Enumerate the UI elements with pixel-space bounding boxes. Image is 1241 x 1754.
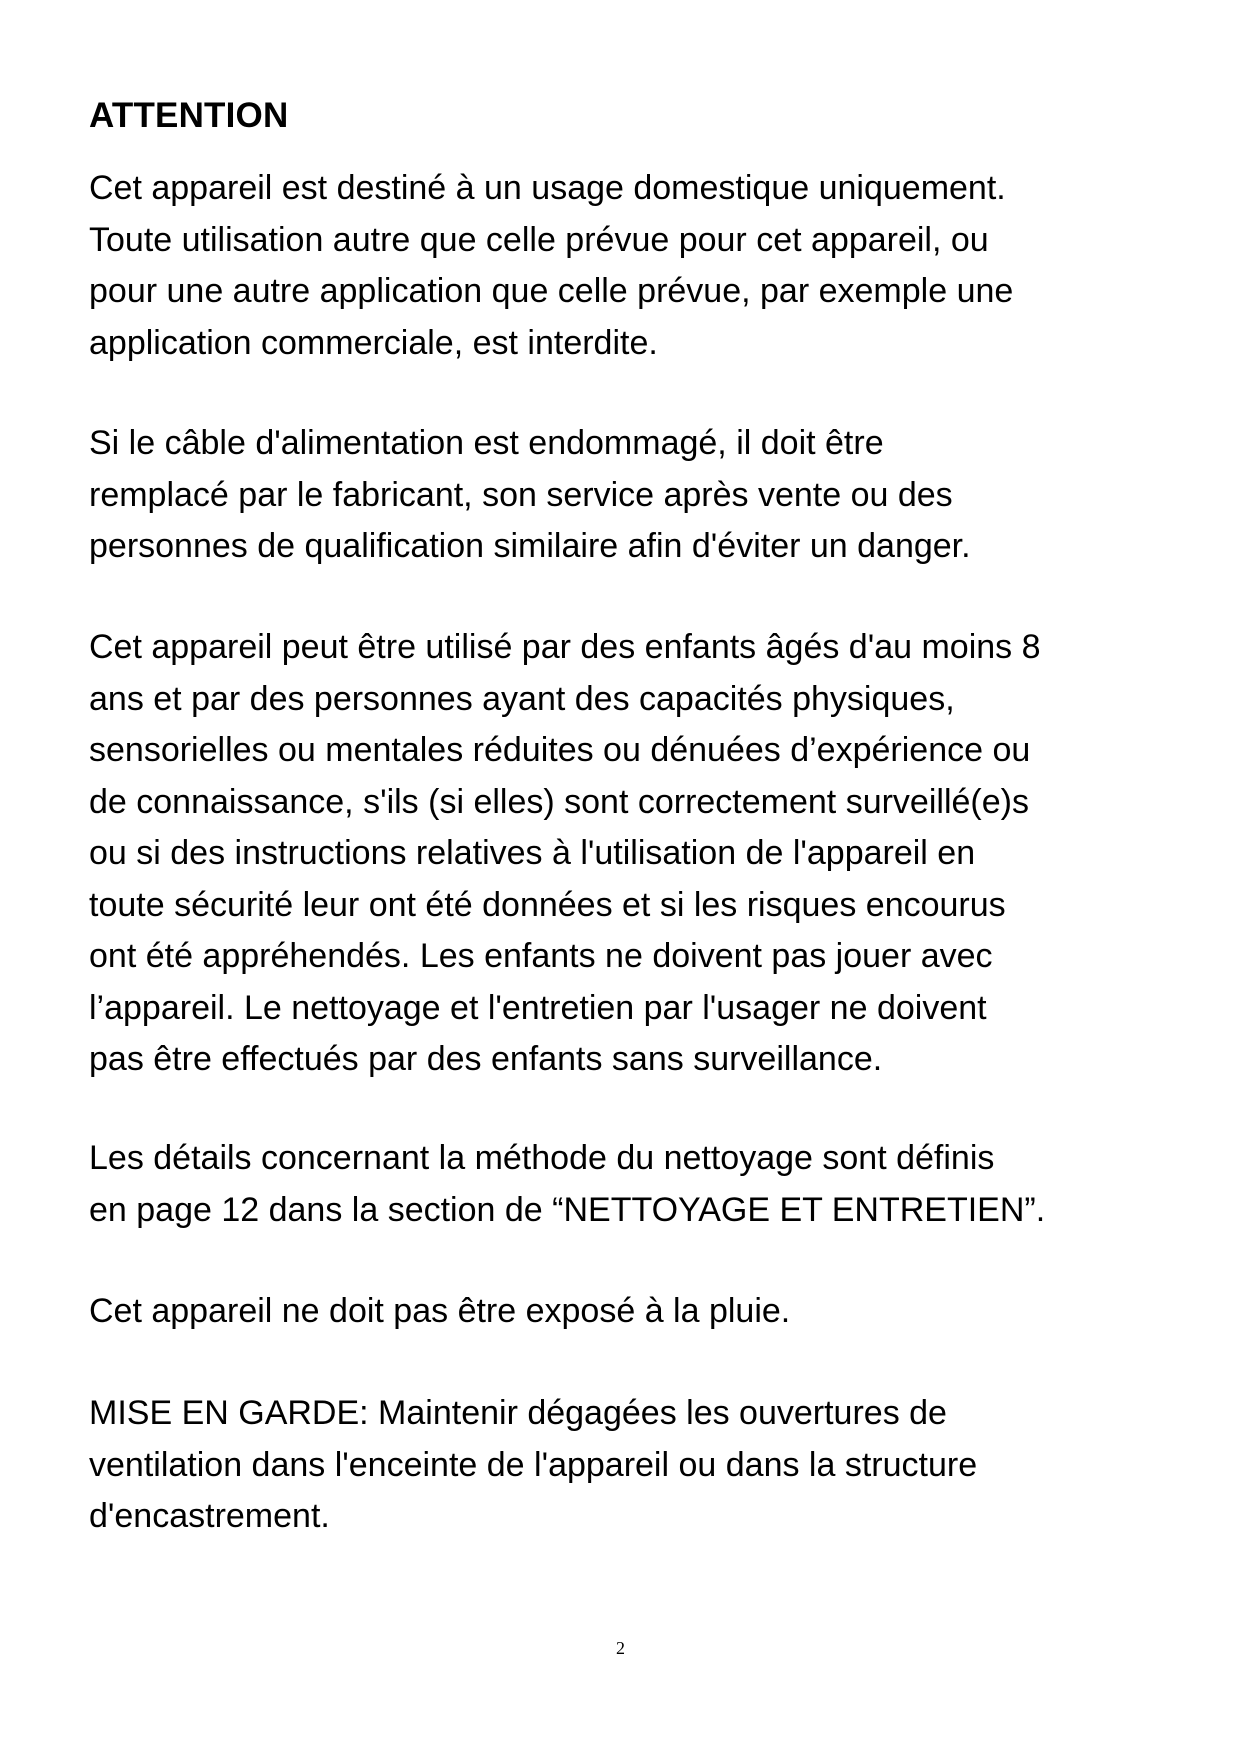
- paragraph-power-cable: [89, 418, 1169, 573]
- page-heading: ATTENTION: [89, 96, 289, 135]
- paragraph-line: Toute utilisation autre que celle prévue pour cet appareil, ou: [89, 220, 989, 259]
- paragraph-line: MISE EN GARDE: Maintenir dégagées les ouvertures de: [89, 1394, 947, 1432]
- paragraph-line: remplacé par le fabricant, son service après vente ou des: [89, 475, 953, 514]
- paragraph-line: pour une autre application que celle prévue, par exemple une: [89, 272, 1014, 310]
- paragraph-line: ans et par des personnes ayant des capacités physiques,: [89, 679, 955, 718]
- paragraph-line: personnes de qualification similaire afin d'éviter un danger.: [89, 527, 971, 565]
- paragraph-line: Cet appareil ne doit pas être exposé à la pluie.: [89, 1292, 791, 1330]
- paragraph-line: Cet appareil peut être utilisé par des enfants âgés d'au moins 8: [89, 628, 1041, 666]
- paragraph-rain-warning: [89, 1286, 1169, 1338]
- paragraph-ventilation-warning: [89, 1388, 1169, 1543]
- paragraph-line: pas être effectués par des enfants sans surveillance.: [89, 1040, 883, 1078]
- paragraph-line: Les détails concernant la méthode du nettoyage sont définis: [89, 1139, 995, 1177]
- page-number: 2: [616, 1638, 625, 1658]
- paragraph-line: application commerciale, est interdite.: [89, 323, 658, 362]
- paragraph-line: de connaissance, s'ils (si elles) sont correctement surveillé(e)s: [89, 782, 1029, 821]
- paragraph-line: toute sécurité leur ont été données et si les risques encourus: [89, 885, 1006, 924]
- paragraph-line: ont été appréhendés. Les enfants ne doivent pas jouer avec: [89, 937, 993, 975]
- paragraph-line: l’appareil. Le nettoyage et l'entretien par l'usager ne doivent: [89, 988, 987, 1027]
- paragraph-line: en page 12 dans la section de “NETTOYAGE ET ENTRETIEN”.: [89, 1190, 1046, 1229]
- paragraph-domestic-use: [89, 163, 1169, 369]
- paragraph-line: ou si des instructions relatives à l'utilisation de l'appareil en: [89, 834, 976, 872]
- paragraph-line: Cet appareil est destiné à un usage domestique uniquement.: [89, 169, 1006, 207]
- paragraph-line: sensorielles ou mentales réduites ou dénuées d’expérience ou: [89, 731, 1031, 769]
- paragraph-cleaning-details: [89, 1133, 1169, 1236]
- paragraph-line: Si le câble d'alimentation est endommagé, il doit être: [89, 424, 884, 462]
- paragraph-children-use: [89, 622, 1169, 1086]
- paragraph-line: d'encastrement.: [89, 1497, 330, 1535]
- paragraph-line: ventilation dans l'enceinte de l'appareil ou dans la structure: [89, 1445, 978, 1484]
